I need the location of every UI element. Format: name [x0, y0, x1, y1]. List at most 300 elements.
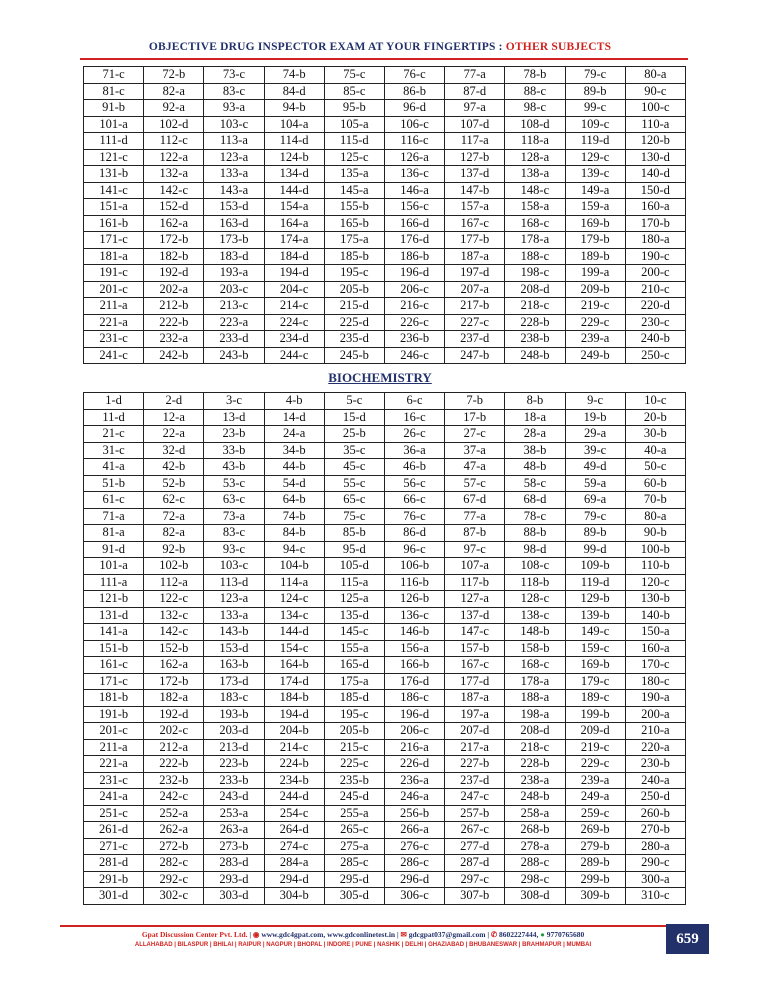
answer-cell: 113-a	[204, 133, 264, 150]
answer-cell: 12-a	[144, 409, 204, 426]
answer-cell: 262-a	[144, 822, 204, 839]
answer-cell: 140-b	[625, 607, 685, 624]
answer-cell: 242-c	[144, 789, 204, 806]
answer-cell: 120-b	[625, 133, 685, 150]
answer-table-other-subjects	[83, 66, 686, 364]
answer-cell: 252-a	[144, 805, 204, 822]
whatsapp-icon: ●	[540, 930, 545, 939]
answer-cell: 166-d	[384, 215, 444, 232]
answer-cell: 122-c	[144, 591, 204, 608]
table-row	[84, 574, 686, 591]
answer-cell: 302-c	[144, 888, 204, 905]
answer-cell: 130-d	[625, 149, 685, 166]
answer-cell: 118-a	[505, 133, 565, 150]
answer-cell: 172-b	[144, 232, 204, 249]
table-row	[84, 67, 686, 84]
answer-cell: 62-c	[144, 492, 204, 509]
answer-cell: 287-d	[445, 855, 505, 872]
answer-cell: 160-a	[625, 199, 685, 216]
answer-cell: 185-d	[324, 690, 384, 707]
table-row	[84, 822, 686, 839]
answer-cell: 127-a	[445, 591, 505, 608]
answer-cell: 195-c	[324, 706, 384, 723]
answer-cell: 77-a	[445, 67, 505, 84]
answer-cell: 120-c	[625, 574, 685, 591]
answer-cell: 140-d	[625, 166, 685, 183]
table-row	[84, 83, 686, 100]
answer-cell: 266-a	[384, 822, 444, 839]
answer-cell: 283-d	[204, 855, 264, 872]
answer-cell: 308-d	[505, 888, 565, 905]
answer-cell: 47-a	[445, 459, 505, 476]
answer-cell: 295-d	[324, 871, 384, 888]
answer-cell: 73-c	[204, 67, 264, 84]
answer-cell: 211-a	[84, 739, 144, 756]
answer-cell: 129-b	[565, 591, 625, 608]
answer-cell: 145-c	[324, 624, 384, 641]
answer-cell: 112-a	[144, 574, 204, 591]
answer-cell: 159-c	[565, 640, 625, 657]
answer-cell: 147-b	[445, 182, 505, 199]
answer-cell: 72-a	[144, 508, 204, 525]
answer-cell: 131-b	[84, 166, 144, 183]
answer-cell: 93-c	[204, 541, 264, 558]
answer-cell: 220-d	[625, 298, 685, 315]
answer-cell: 216-c	[384, 298, 444, 315]
answer-cell: 24-a	[264, 426, 324, 443]
answer-cell: 25-b	[324, 426, 384, 443]
table-row	[84, 888, 686, 905]
answer-cell: 44-b	[264, 459, 324, 476]
answer-cell: 185-b	[324, 248, 384, 265]
table-row	[84, 442, 686, 459]
answer-cell: 152-b	[144, 640, 204, 657]
answer-cell: 95-d	[324, 541, 384, 558]
answer-cell: 267-c	[445, 822, 505, 839]
answer-cell: 307-b	[445, 888, 505, 905]
answer-cell: 145-a	[324, 182, 384, 199]
answer-cell: 230-b	[625, 756, 685, 773]
answer-cell: 168-c	[505, 215, 565, 232]
answer-cell: 116-c	[384, 133, 444, 150]
answer-cell: 171-c	[84, 232, 144, 249]
answer-cell: 106-b	[384, 558, 444, 575]
answer-cell: 223-a	[204, 314, 264, 331]
answer-cell: 201-c	[84, 281, 144, 298]
table-row	[84, 298, 686, 315]
answer-cell: 204-c	[264, 281, 324, 298]
answer-cell: 164-b	[264, 657, 324, 674]
answer-cell: 129-c	[565, 149, 625, 166]
answer-cell: 200-c	[625, 265, 685, 282]
answer-cell: 309-b	[565, 888, 625, 905]
answer-cell: 231-c	[84, 772, 144, 789]
answer-cell: 33-b	[204, 442, 264, 459]
answer-cell: 53-c	[204, 475, 264, 492]
table-row	[84, 607, 686, 624]
answer-cell: 225-d	[324, 314, 384, 331]
answer-cell: 5-c	[324, 393, 384, 410]
answer-cell: 182-b	[144, 248, 204, 265]
answer-cell: 167-c	[445, 657, 505, 674]
answer-cell: 221-a	[84, 756, 144, 773]
answer-cell: 130-b	[625, 591, 685, 608]
answer-cell: 246-c	[384, 347, 444, 364]
table-row	[84, 558, 686, 575]
answer-cell: 78-c	[505, 508, 565, 525]
answer-cell: 89-b	[565, 83, 625, 100]
answer-cell: 93-a	[204, 100, 264, 117]
answer-cell: 174-d	[264, 673, 324, 690]
answer-cell: 191-b	[84, 706, 144, 723]
answer-cell: 280-a	[625, 838, 685, 855]
answer-cell: 75-c	[324, 67, 384, 84]
answer-cell: 86-d	[384, 525, 444, 542]
table-row	[84, 248, 686, 265]
table-row	[84, 475, 686, 492]
answer-cell: 296-d	[384, 871, 444, 888]
answer-cell: 294-d	[264, 871, 324, 888]
answer-cell: 116-b	[384, 574, 444, 591]
answer-cell: 126-a	[384, 149, 444, 166]
answer-cell: 74-b	[264, 67, 324, 84]
globe-icon: ◉	[252, 930, 260, 939]
answer-cell: 175-a	[324, 232, 384, 249]
answer-cell: 229-c	[565, 756, 625, 773]
answer-cell: 66-c	[384, 492, 444, 509]
answer-cell: 253-a	[204, 805, 264, 822]
answer-cell: 242-b	[144, 347, 204, 364]
answer-cell: 226-d	[384, 756, 444, 773]
answer-cell: 100-c	[625, 100, 685, 117]
answer-cell: 192-d	[144, 265, 204, 282]
answer-cell: 52-b	[144, 475, 204, 492]
answer-cell: 92-b	[144, 541, 204, 558]
answer-cell: 104-a	[264, 116, 324, 133]
answer-cell: 203-c	[204, 281, 264, 298]
answer-cell: 107-d	[445, 116, 505, 133]
answer-cell: 170-c	[625, 657, 685, 674]
answer-cell: 183-c	[204, 690, 264, 707]
answer-cell: 102-d	[144, 116, 204, 133]
table-row	[84, 393, 686, 410]
answer-cell: 156-a	[384, 640, 444, 657]
table-row	[84, 508, 686, 525]
answer-cell: 108-d	[505, 116, 565, 133]
answer-cell: 241-a	[84, 789, 144, 806]
answer-cell: 83-c	[204, 525, 264, 542]
answer-cell: 177-d	[445, 673, 505, 690]
table-row	[84, 281, 686, 298]
answer-cell: 135-d	[324, 607, 384, 624]
answer-cell: 172-b	[144, 673, 204, 690]
answer-cell: 20-b	[625, 409, 685, 426]
answer-cell: 256-b	[384, 805, 444, 822]
answer-cell: 105-a	[324, 116, 384, 133]
answer-cell: 218-c	[505, 739, 565, 756]
answer-cell: 82-a	[144, 83, 204, 100]
answer-cell: 224-b	[264, 756, 324, 773]
answer-cell: 151-a	[84, 199, 144, 216]
answer-cell: 117-b	[445, 574, 505, 591]
answer-cell: 106-c	[384, 116, 444, 133]
answer-cell: 21-c	[84, 426, 144, 443]
answer-cell: 110-b	[625, 558, 685, 575]
answer-cell: 208-d	[505, 281, 565, 298]
answer-cell: 41-a	[84, 459, 144, 476]
answer-cell: 184-b	[264, 690, 324, 707]
table-row	[84, 657, 686, 674]
answer-cell: 30-b	[625, 426, 685, 443]
answer-cell: 17-b	[445, 409, 505, 426]
table-row	[84, 624, 686, 641]
footer-email[interactable]: gdcgpat037@gmail.com	[408, 930, 486, 939]
answer-cell: 163-d	[204, 215, 264, 232]
answer-cell: 96-d	[384, 100, 444, 117]
table-row	[84, 133, 686, 150]
answer-cell: 206-c	[384, 723, 444, 740]
answer-cell: 121-c	[84, 149, 144, 166]
answer-cell: 71-a	[84, 508, 144, 525]
answer-cell: 239-a	[565, 772, 625, 789]
table-row	[84, 409, 686, 426]
answer-cell: 248-b	[505, 789, 565, 806]
answer-cell: 202-c	[144, 723, 204, 740]
answer-cell: 134-d	[264, 166, 324, 183]
answer-cell: 150-d	[625, 182, 685, 199]
answer-cell: 249-a	[565, 789, 625, 806]
answer-cell: 137-d	[445, 166, 505, 183]
answer-cell: 268-b	[505, 822, 565, 839]
footer-phone-2: 9770765680	[546, 930, 585, 939]
answer-cell: 190-c	[625, 248, 685, 265]
answer-cell: 132-a	[144, 166, 204, 183]
answer-cell: 157-b	[445, 640, 505, 657]
answer-cell: 229-c	[565, 314, 625, 331]
answer-cell: 183-d	[204, 248, 264, 265]
answer-cell: 245-d	[324, 789, 384, 806]
answer-cell: 189-b	[565, 248, 625, 265]
answer-cell: 182-a	[144, 690, 204, 707]
answer-cell: 217-a	[445, 739, 505, 756]
footer-websites[interactable]: www.gdc4gpat.com, www.gdconlinetest.in	[261, 930, 396, 939]
answer-cell: 70-b	[625, 492, 685, 509]
header-title-main: OBJECTIVE DRUG INSPECTOR EXAM AT YOUR FINGERTIPS :	[148, 41, 503, 53]
answer-cell: 219-c	[565, 739, 625, 756]
answer-cell: 109-c	[565, 116, 625, 133]
answer-cell: 251-c	[84, 805, 144, 822]
answer-cell: 231-c	[84, 331, 144, 348]
table-row	[84, 525, 686, 542]
answer-cell: 71-c	[84, 67, 144, 84]
answer-cell: 84-d	[264, 83, 324, 100]
answer-cell: 215-c	[324, 739, 384, 756]
answer-cell: 178-a	[505, 673, 565, 690]
answer-cell: 141-c	[84, 182, 144, 199]
answer-cell: 226-c	[384, 314, 444, 331]
page-number: 659	[666, 924, 709, 954]
answer-cell: 187-a	[445, 690, 505, 707]
answer-cell: 299-b	[565, 871, 625, 888]
answer-cell: 14-d	[264, 409, 324, 426]
answer-cell: 186-b	[384, 248, 444, 265]
answer-cell: 258-a	[505, 805, 565, 822]
answer-cell: 143-a	[204, 182, 264, 199]
answer-cell: 210-c	[625, 281, 685, 298]
answer-cell: 69-a	[565, 492, 625, 509]
answer-cell: 103-c	[204, 116, 264, 133]
answer-cell: 151-b	[84, 640, 144, 657]
answer-cell: 189-c	[565, 690, 625, 707]
table-row	[84, 756, 686, 773]
answer-cell: 259-c	[565, 805, 625, 822]
answer-cell: 98-d	[505, 541, 565, 558]
answer-cell: 298-c	[505, 871, 565, 888]
email-icon: ✉	[400, 930, 407, 939]
answer-cell: 146-b	[384, 624, 444, 641]
answer-cell: 49-d	[565, 459, 625, 476]
answer-cell: 218-c	[505, 298, 565, 315]
answer-cell: 205-b	[324, 281, 384, 298]
answer-cell: 213-d	[204, 739, 264, 756]
answer-cell: 46-b	[384, 459, 444, 476]
answer-cell: 28-a	[505, 426, 565, 443]
answer-cell: 87-d	[445, 83, 505, 100]
answer-cell: 285-c	[324, 855, 384, 872]
answer-cell: 196-d	[384, 265, 444, 282]
answer-table-biochemistry	[83, 392, 686, 905]
answer-cell: 193-b	[204, 706, 264, 723]
answer-cell: 188-c	[505, 248, 565, 265]
answer-cell: 224-c	[264, 314, 324, 331]
answer-cell: 161-c	[84, 657, 144, 674]
answer-cell: 108-c	[505, 558, 565, 575]
answer-cell: 271-c	[84, 838, 144, 855]
answer-cell: 4-b	[264, 393, 324, 410]
answer-cell: 8-b	[505, 393, 565, 410]
answer-cell: 40-a	[625, 442, 685, 459]
answer-cell: 204-b	[264, 723, 324, 740]
answer-cell: 79-c	[565, 67, 625, 84]
answer-cell: 241-c	[84, 347, 144, 364]
footer-contact-line: Gpat Discussion Center Pvt. Ltd. | ◉ www.gdc4gpat.com, www.gdconlinetest.in | ✉ gdcgpat037@gmail.com | ✆ 8602227444, ● 9770765680	[141, 930, 585, 939]
answer-cell: 176-d	[384, 673, 444, 690]
answer-cell: 115-d	[324, 133, 384, 150]
answer-cell: 109-b	[565, 558, 625, 575]
answer-cell: 179-c	[565, 673, 625, 690]
answer-cell: 38-b	[505, 442, 565, 459]
answer-cell: 244-d	[264, 789, 324, 806]
answer-cell: 211-a	[84, 298, 144, 315]
answer-cell: 142-c	[144, 624, 204, 641]
answer-cell: 196-d	[384, 706, 444, 723]
answer-cell: 103-c	[204, 558, 264, 575]
answer-cell: 87-b	[445, 525, 505, 542]
answer-cell: 254-c	[264, 805, 324, 822]
answer-cell: 127-b	[445, 149, 505, 166]
answer-cell: 139-b	[565, 607, 625, 624]
answer-cell: 124-c	[264, 591, 324, 608]
answer-cell: 138-a	[505, 166, 565, 183]
answer-cell: 91-b	[84, 100, 144, 117]
answer-cell: 206-c	[384, 281, 444, 298]
answer-cell: 124-b	[264, 149, 324, 166]
answer-cell: 137-d	[445, 607, 505, 624]
answer-cell: 162-a	[144, 215, 204, 232]
answer-cell: 154-a	[264, 199, 324, 216]
answer-cell: 101-a	[84, 558, 144, 575]
answer-cell: 144-d	[264, 624, 324, 641]
answer-cell: 6-c	[384, 393, 444, 410]
answer-cell: 306-c	[384, 888, 444, 905]
answer-cell: 237-d	[445, 331, 505, 348]
table-row	[84, 314, 686, 331]
answer-cell: 230-c	[625, 314, 685, 331]
answer-cell: 149-a	[565, 182, 625, 199]
answer-cell: 119-d	[565, 574, 625, 591]
answer-cell: 215-d	[324, 298, 384, 315]
table-row	[84, 182, 686, 199]
answer-cell: 240-b	[625, 331, 685, 348]
answer-cell: 99-c	[565, 100, 625, 117]
answer-cell: 125-c	[324, 149, 384, 166]
answer-cell: 159-a	[565, 199, 625, 216]
answer-cell: 31-c	[84, 442, 144, 459]
answer-cell: 198-c	[505, 265, 565, 282]
answer-cell: 208-d	[505, 723, 565, 740]
answer-cell: 173-d	[204, 673, 264, 690]
answer-cell: 179-b	[565, 232, 625, 249]
answer-cell: 304-b	[264, 888, 324, 905]
answer-cell: 212-b	[144, 298, 204, 315]
footer-divider	[60, 925, 666, 927]
table-row	[84, 199, 686, 216]
answer-cell: 59-a	[565, 475, 625, 492]
table-row	[84, 459, 686, 476]
answer-cell: 123-a	[204, 591, 264, 608]
table-row	[84, 723, 686, 740]
answer-cell: 250-d	[625, 789, 685, 806]
answer-cell: 191-c	[84, 265, 144, 282]
answer-cell: 83-c	[204, 83, 264, 100]
answer-cell: 155-b	[324, 199, 384, 216]
answer-cell: 244-c	[264, 347, 324, 364]
answer-cell: 260-b	[625, 805, 685, 822]
answer-cell: 79-c	[565, 508, 625, 525]
answer-cell: 243-d	[204, 789, 264, 806]
answer-cell: 82-a	[144, 525, 204, 542]
answer-cell: 237-d	[445, 772, 505, 789]
answer-cell: 236-b	[384, 331, 444, 348]
answer-cell: 209-d	[565, 723, 625, 740]
table-row	[84, 166, 686, 183]
answer-cell: 210-a	[625, 723, 685, 740]
answer-cell: 114-a	[264, 574, 324, 591]
answer-cell: 75-c	[324, 508, 384, 525]
answer-cell: 122-a	[144, 149, 204, 166]
table-row	[84, 739, 686, 756]
answer-cell: 78-b	[505, 67, 565, 84]
answer-cell: 246-a	[384, 789, 444, 806]
answer-cell: 247-b	[445, 347, 505, 364]
answer-cell: 192-d	[144, 706, 204, 723]
answer-cell: 26-c	[384, 426, 444, 443]
answer-cell: 76-c	[384, 508, 444, 525]
answer-cell: 126-b	[384, 591, 444, 608]
answer-cell: 86-b	[384, 83, 444, 100]
answer-cell: 88-c	[505, 83, 565, 100]
answer-cell: 197-d	[445, 265, 505, 282]
